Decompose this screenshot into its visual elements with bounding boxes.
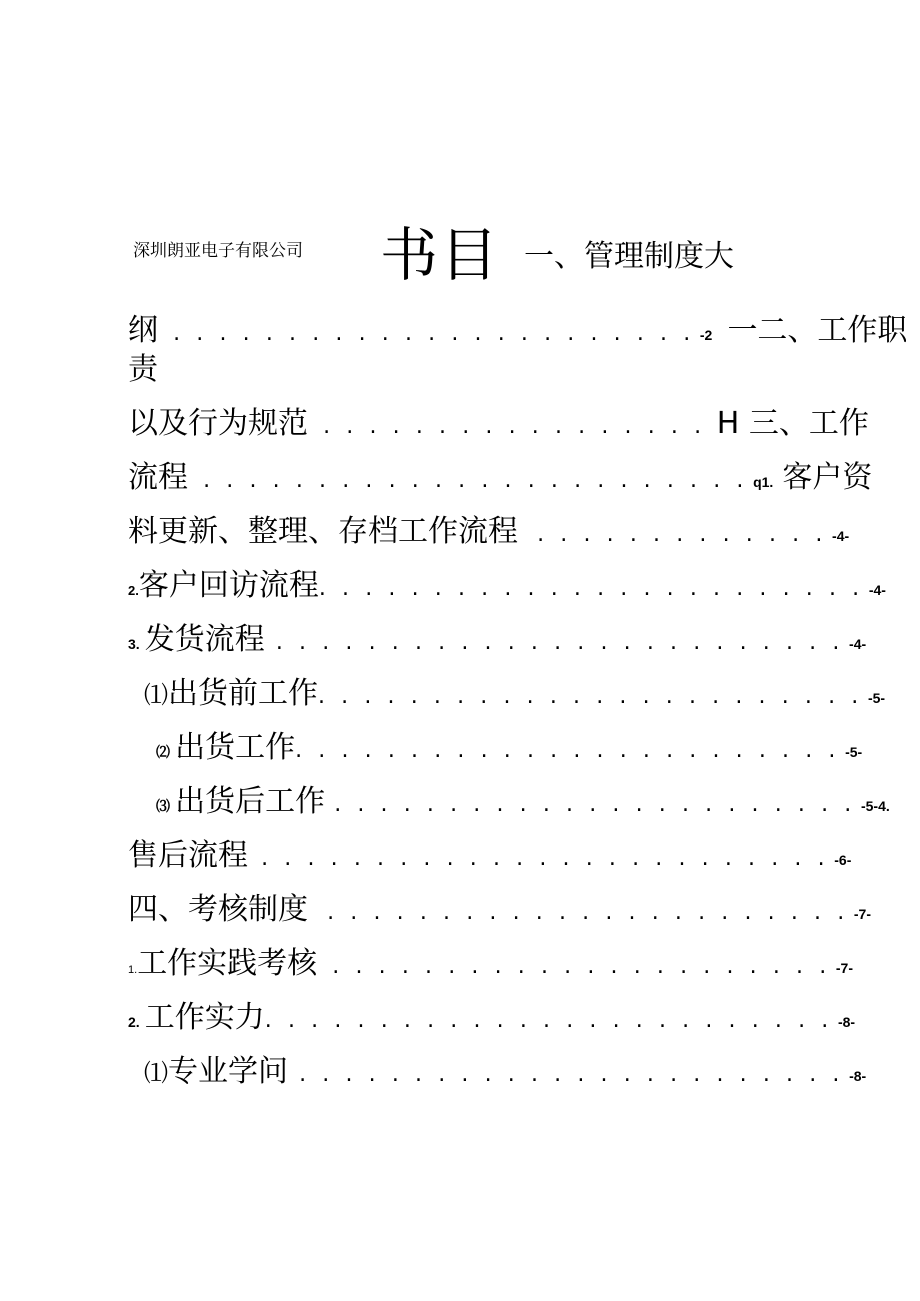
toc-entry-page: -5-4. — [860, 798, 890, 814]
toc-entry-number: ⑴ — [144, 1059, 168, 1087]
toc-entry-page: -4- — [849, 636, 867, 652]
toc-entry-number: ⑴ — [144, 681, 168, 709]
toc-entry-dots: . . . . . . . . . . . . . . . . . . . . . . . — [327, 900, 849, 925]
toc-entry — [128, 344, 158, 388]
toc-entry — [128, 830, 851, 874]
toc-entry-dots: . . . . . . . . . . . . . . . . . . . . . . . . — [295, 738, 840, 763]
title-tail: 一、管理制度大 — [524, 239, 734, 274]
toc-entry-page: -5- — [845, 744, 863, 760]
toc-entry-dots: . . . . . . . . . . . . . — [537, 522, 827, 547]
toc-entry-text: 以及行为规范 — [128, 406, 308, 441]
toc-entry-dots: . . . . . . . . . . . . . . . . . . . . . . — [332, 954, 831, 979]
toc-entry-text: 纲 — [128, 313, 158, 348]
toc-entry-page: q1. — [753, 474, 774, 490]
toc-entry-text: 料更新、整理、存档工作流程 — [128, 514, 518, 549]
toc-entry-number: 2. — [128, 583, 139, 598]
toc-entry-number: 3. — [128, 636, 140, 652]
toc-entry — [128, 614, 866, 658]
toc-entry — [128, 398, 869, 442]
toc-entry-number: 1. — [128, 964, 138, 976]
toc-entry-dots: . . . . . . . . . . . . . . . . . . . . . . . — [173, 321, 695, 346]
toc-entry-page: -4- — [868, 582, 886, 598]
toc-entry-tail: 一二、工作职 — [727, 313, 908, 348]
toc-entry-text: 发货流程 — [144, 622, 265, 657]
toc-entry — [128, 938, 853, 982]
toc-entry-text: 工作实践考核 — [137, 946, 318, 981]
toc-entry — [128, 992, 855, 1036]
toc-entry — [128, 452, 872, 496]
toc-entry-text: 出货工作 — [175, 730, 296, 765]
toc-entry-dots: . . . . . . . . . . . . . . . . . . . . . . . . . — [275, 630, 844, 655]
toc-entry-number: 2. — [128, 1014, 140, 1030]
toc-entry-page: -5- — [867, 690, 886, 706]
toc-entry — [128, 305, 907, 349]
toc-entry-dots: . . . . . . . . . . . . . . . . . . . . . . . . . — [264, 1008, 833, 1033]
toc-entry-text: 客户回访流程 — [138, 568, 319, 603]
toc-entry-page: -8- — [837, 1014, 856, 1030]
toc-entry-text: 流程 — [128, 460, 188, 495]
toc-entry-text: 专业学问 — [168, 1054, 288, 1089]
toc-entry-text: 出货前工作 — [168, 676, 318, 711]
toc-entry-dots: . . . . . . . . . . . . . . . . . . . . . . . . — [318, 576, 864, 601]
toc-entry-page: -4- — [832, 528, 850, 544]
toc-entry-tail: H 三、工作 — [716, 406, 869, 441]
page-title: 书目 — [380, 221, 501, 289]
toc-entry-dots: . . . . . . . . . . . . . . . . . . . . . . . — [334, 792, 856, 817]
toc-entry-page: -8- — [849, 1068, 867, 1084]
toc-entry-dots: . . . . . . . . . . . . . . . . . — [323, 414, 706, 439]
toc-entry-text: 责 — [128, 352, 158, 387]
toc-entry-text: 出货后工作 — [175, 784, 326, 819]
toc-entry-dots: . . . . . . . . . . . . . . . . . . . . . . . . — [299, 1062, 844, 1087]
toc-entry-page: -2 — [699, 327, 713, 343]
toc-entry-text: 工作实力 — [144, 1000, 265, 1035]
toc-entry — [128, 506, 849, 550]
toc-entry — [144, 668, 885, 712]
toc-entry-tail: 客户资 — [782, 460, 873, 495]
toc-entry — [156, 776, 890, 820]
company-name: 深圳朗亚电子有限公司 — [133, 241, 303, 261]
toc-entry — [128, 884, 871, 928]
toc-entry-dots: . . . . . . . . . . . . . . . . . . . . . . . . — [203, 468, 748, 493]
toc-entry — [144, 1046, 866, 1090]
toc-entry-number: ⑵ — [156, 744, 170, 760]
toc-entry-page: -7- — [853, 906, 872, 922]
toc-entry-number: ⑶ — [156, 798, 170, 814]
toc-entry-dots: . . . . . . . . . . . . . . . . . . . . . . . . . — [261, 846, 830, 871]
toc-entry-text: 售后流程 — [128, 838, 248, 873]
toc-entry — [128, 560, 886, 604]
toc-entry — [156, 722, 862, 766]
toc-entry-page: -7- — [835, 960, 854, 976]
toc-entry-page: -6- — [834, 852, 852, 868]
toc-entry-text: 四、考核制度 — [128, 892, 308, 927]
toc-entry-dots: . . . . . . . . . . . . . . . . . . . . . . . . — [318, 684, 863, 709]
